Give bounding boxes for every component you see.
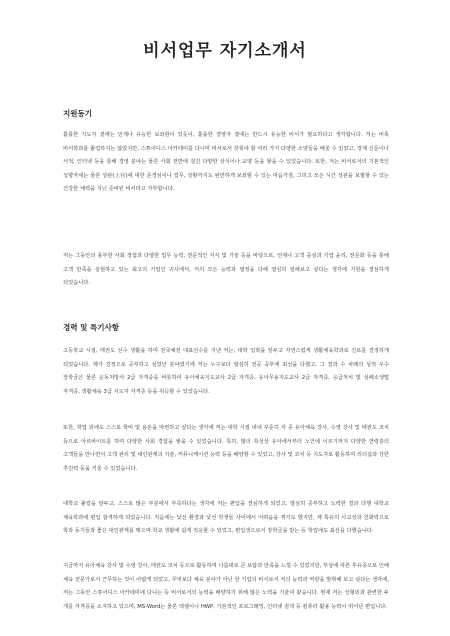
section-heading-motivation: 지원동기 [63,109,92,118]
paragraph-career-2: 또한, 학업 외에도 스스로 학비 및 용돈을 마련하고 싶다는 생각에 저는 대학 시절 내내 꾸준히 각 종 유아체육 강사, 수영 강사 및 태권도 코치 등으로 아르바이트를 하며 다양한 사회 경험을 쌓을 수 있었습니다. 특히, 많의 특성상 유아에서부터 노인에 이르기까지 다양한 연령층의 고객들을 만나면서 고객 관리 및 대인관계의 기술, 커뮤니케이션 능력 등을 배양할 수 있었고, 강사 및 코치 등 지도자로 활동하며 리더십과 강한 추진력 등을 키울 수 있었습니다. [63,425,389,472]
paragraph-career-4: 지금까지 유아체육 강사 및 수영 강사, 태권도 코치 등으로 활동하며 나름대로 큰 보람과 만족을 느낄 수 있었지만, 부상에 따른 후유증으로 인해 체육 전문가로서 근무하는 것이 어렵게 되었고, 무엇보다 체육 분야가 아닌 한 기업의 비서로서 저의 능력과 역량을 발휘해 보고 싶다는 생각에, 저는 그동안 스튜어디스 아카데미에 다니는 등 비서로서의 능력을 배양하기 위해 많은 노력을 기울여 왔습니다. 현재 저는 성형외과 관련한 두 개를 자격증을 소지하고 있으며, MS-Word는 물론 엑셀이나 HWP, 기본적인 프로그래밍, 인터넷 검색 등 컴퓨터 활용 능력이 뛰어난 편입니다. [63,563,389,610]
section-heading-career: 경력 및 특기사항 [63,323,119,332]
paragraph-motivation-2: 저는 그동안의 풍부한 사회 경험과 다양한 업무 능력, 전문적인 지식 및 기술 등을 바탕으로, 언제나 고객 중심과 기업 윤리, 전문화 등을 통해 고객 만족을 실현하고 있는 최고의 기업인 귀사에서, 저의 모든 능력과 열정을 다해 열심히 일해보고 싶다는 생각에 지원을 결심하게 되었습니다. [63,253,389,286]
paragraph-motivation-1: 훌륭한 지도자 곁에는 언제나 유능한 보좌관이 있듯이, 훌륭한 경영자 곁에는 반드시 유능한 비서가 필요하다고 생각합니다. 저는 비록 비서학과를 졸업하지는 않았지만, 스튜어디스 아카데미를 다니며 비서로서 갖춰야 할 여러 가지 다양한 소양들을 배울 수 있었고, 경제 신문이나 서적, 인터넷 등을 통해 경영 분야는 물론 사회 전반에 걸친 다양한 상식이나 교양 등을 쌓을 수 있었습니다. 또한, 저는 비서로서의 기본적인 성향자세는 물론 상관(上官)에 대한 존경심이나 업무, 상황까지도 완만하게 보좌할 수 있는 마음가짐, 그리고 모든 시간 성관을 보필할 수 있는 건강한 체력을 지닌 준비된 비서라고 자부합니다. [63,132,389,192]
paragraph-career-1: 고등학교 시절, 태권도 선수 생활을 하며 전국체전 대표선수를 지낸 저는, 대학 입학을 앞두고 자연스럽게 생활체육학과로 진로를 결정하게 되었습니다. 제가 진정으로 공부하고 싶었던 분야였기에 저는 누구보다 열심히 전공 공부에 최선을 다했고, 그 결과 수 차례의 성적 우수 장학금은 물론 운동처방사 2급 자격증을 비롯하여 유아체육지도교사 2급 자격증, 유아무용지도교사 2급 자격증, 응급처치 및 심폐소생법 자격증, 생활체육 3급 지도자 자격증 등을 취득할 수 있었습니다. [63,348,389,395]
paragraph-career-3: 대학교 졸업을 앞두고, 스스로 많은 부분에서 부족하다는 생각에 저는 편입을 결심하게 되었고, 열심히 공부하고 노력한 결과 다행 대학교 체육학과에 편입 합격하게 되었습니다. 처음에는 낯선 환경과 낯선 학생들 사이에서 어려움을 겪기도 했지만, 제 특유의 사교성과 친화력으로 학과 동기들과 좋은 대인관계를 맺으며 학교 생활에 쉽게 적응할 수 있었고, 편입생으로서 장학금을 받는 등 학업에도 최선을 다했습니다. [63,501,389,534]
document-title: 비서업무 자기소개서 [143,41,307,61]
